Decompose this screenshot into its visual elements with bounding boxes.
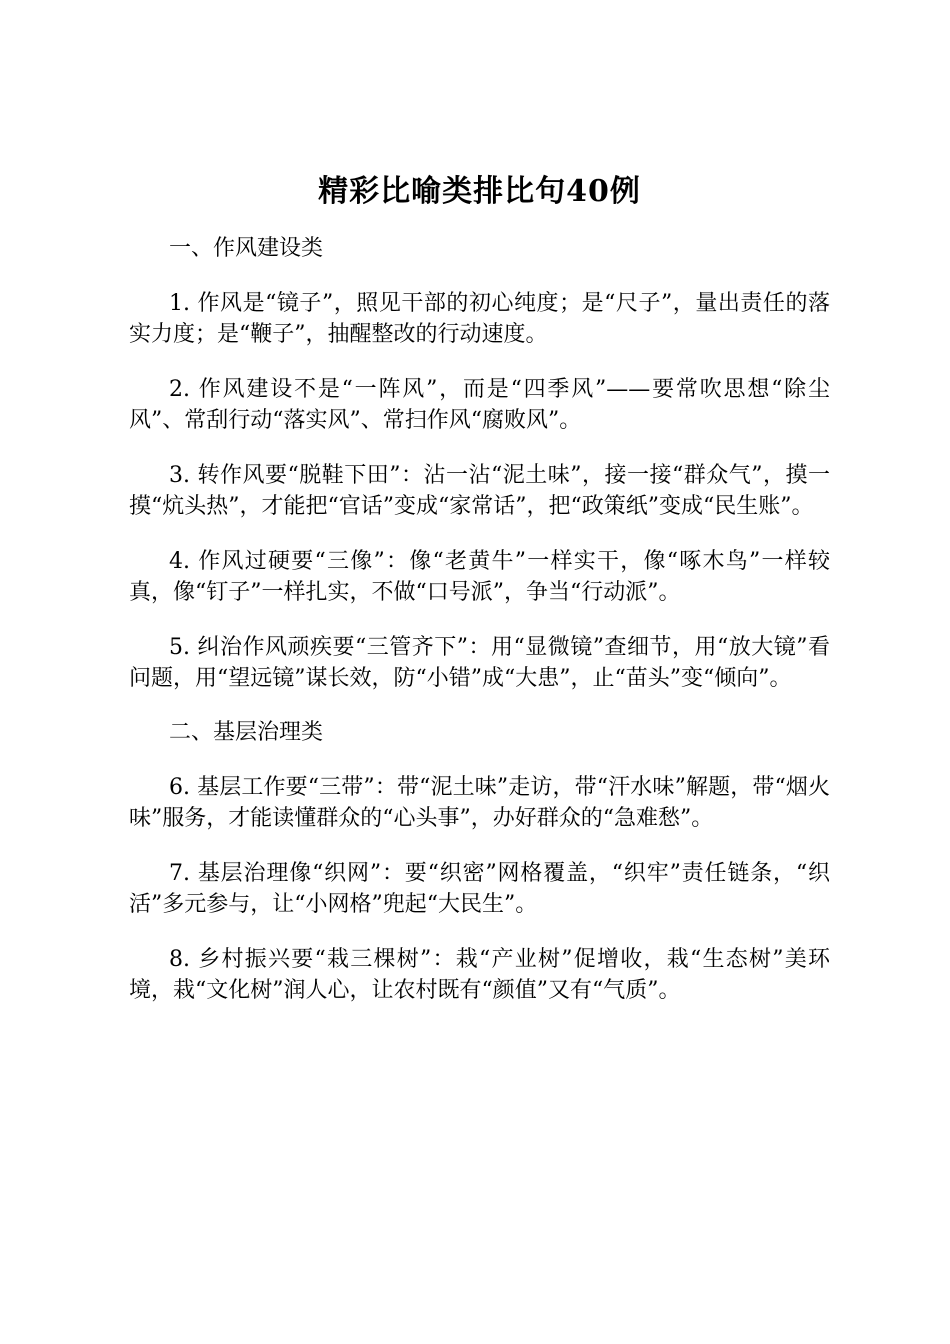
section-heading: 一、作风建设类 — [169, 236, 324, 261]
document-title: 精彩比喻类排比句40例 — [318, 174, 641, 209]
document-page — [129, 170, 830, 1030]
section-work-style — [129, 234, 830, 694]
paragraph-item-5: 5. 纠治作风顽疾要“三管齐下”：用“显微镜”查细节，用“放大镜”看问题，用“望远镜”谋长效，防“小错”成“大患”，止“苗头”变“倾向”。 — [129, 635, 830, 691]
paragraph-item-1: 1. 作风是“镜子”，照见干部的初心纯度；是“尺子”，量出责任的落实力度；是“鞭子”，抽醒整改的行动速度。 — [129, 291, 830, 347]
paragraph-item-2: 2. 作风建设不是“一阵风”，而是“四季风”——要常吹思想“除尘风”、常刮行动“落实风”、常扫作风“腐败风”。 — [129, 377, 830, 433]
paragraph-item-8: 8. 乡村振兴要“栽三棵树”：栽“产业树”促增收，栽“生态树”美环境，栽“文化树”润人心，让农村既有“颜值”又有“气质”。 — [129, 947, 830, 1003]
section-heading: 二、基层治理类 — [169, 720, 324, 745]
paragraph-item-6: 6. 基层工作要“三带”：带“泥土味”走访，带“汗水味”解题，带“烟火味”服务，才能读懂群众的“心头事”，办好群众的“急难愁”。 — [129, 775, 830, 831]
paragraph-item-4: 4. 作风过硬要“三像”：像“老黄牛”一样实干，像“啄木鸟”一样较真，像“钉子”一样扎实，不做“口号派”，争当“行动派”。 — [129, 549, 830, 605]
section-grassroots-governance — [129, 718, 830, 1006]
paragraph-item-3: 3. 转作风要“脱鞋下田”：沾一沾“泥土味”，接一接“群众气”，摸一摸“炕头热”，才能把“官话”变成“家常话”，把“政策纸”变成“民生账”。 — [129, 463, 830, 519]
paragraph-item-7: 7. 基层治理像“织网”：要“织密”网格覆盖，“织牢”责任链条，“织活”多元参与，让“小网格”兜起“大民生”。 — [129, 861, 830, 917]
